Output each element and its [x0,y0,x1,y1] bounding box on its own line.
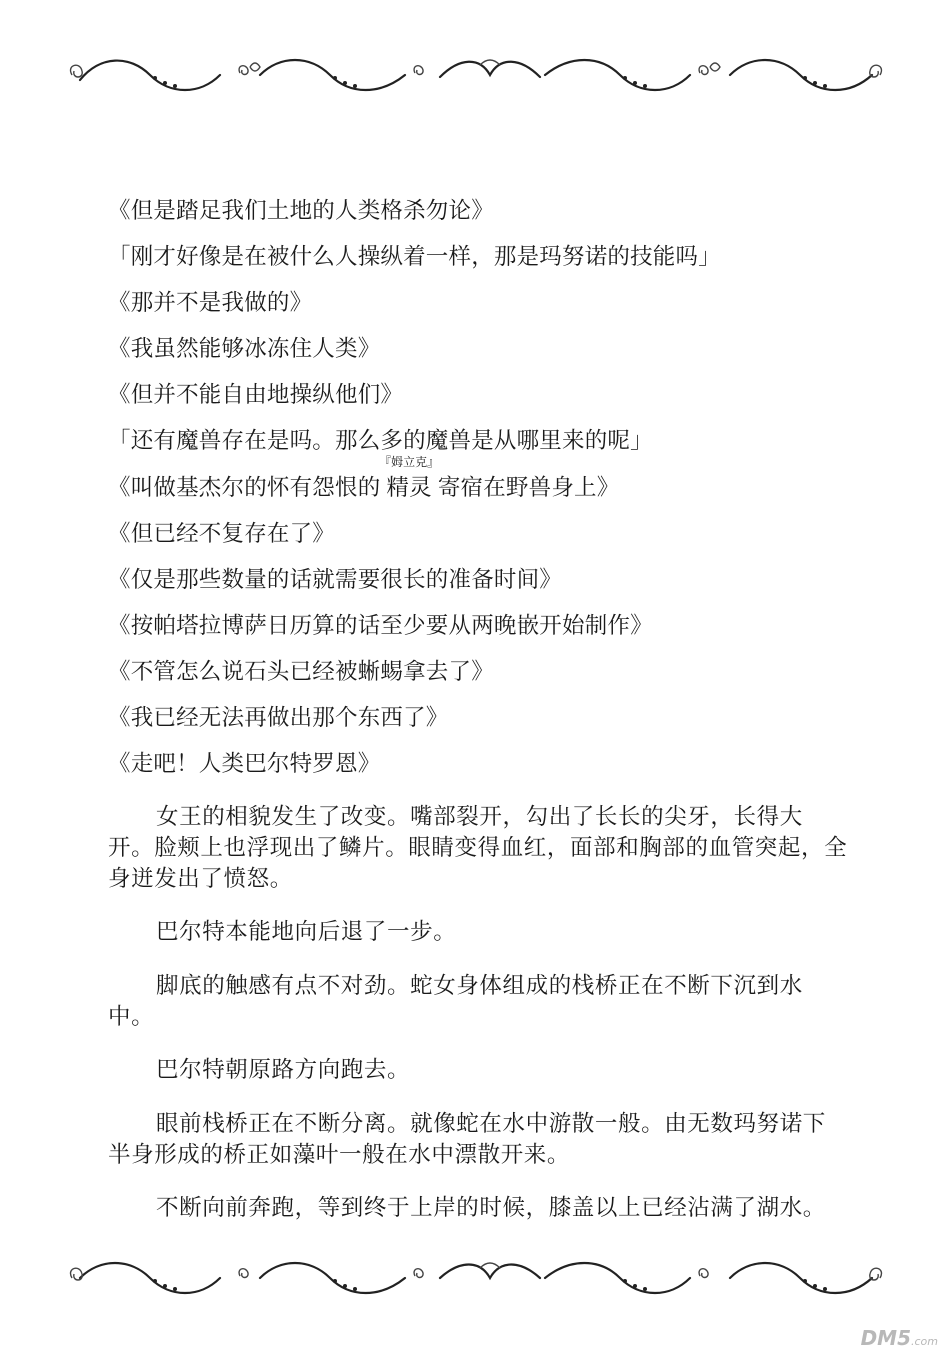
dialogue-line: 《我已经无法再做出那个东西了》 [108,705,449,732]
watermark-text [861,1326,938,1350]
top-ornament-border [60,45,892,105]
watermark-suffix: .com [911,1335,938,1348]
dialogue-line: 《不管怎么说石头已经被蜥蜴拿去了》 [108,658,494,685]
narrative-paragraph: 巴尔特朝原路方向跑去。 [156,1057,411,1084]
ruby-group [379,454,440,503]
site-watermark-logo [842,1326,938,1350]
dialogue-line: 「还有魔兽存在是吗。那么多的魔兽是从哪里来的呢」 [108,428,653,455]
dialogue-line: 「刚才好像是在被什么人操纵着一样，那是玛努诺的技能吗」 [108,244,721,271]
narrative-paragraph: 不断向前奔跑，等到终于上岸的时候，膝盖以上已经沾满了湖水。 [156,1195,826,1222]
dialogue-line: 《我虽然能够冰冻住人类》 [108,336,381,363]
watermark-main: DM5 [860,1326,911,1350]
ruby-base: 精灵 [386,474,432,501]
dialogue-line: 《但已经不复存在了》 [108,520,336,547]
dialogue-line: 《但是踏足我们土地的人类格杀勿论》 [108,198,494,224]
narrative-paragraph: 巴尔特本能地向后退了一步。 [156,919,457,946]
dialogue-line: 《走吧！人类巴尔特罗恩》 [108,751,381,778]
dialogue-line: 《仅是那些数量的话就需要很长的准备时间》 [108,566,563,593]
narrative-paragraph: 女王的相貌发生了改变。嘴部裂开，勾出了长长的尖牙，长得大开。脸颊上也浮现出了鳞片。眼睛变得血红，面部和胸部的血管突起，全身迸发出了愤怒。 [108,803,848,892]
ruby-annotation: 『姆立克』 [379,454,440,469]
ruby-line-before: 《叫做基杰尔的怀有怨恨的 [108,474,381,501]
bottom-ornament-border [60,1248,892,1308]
dialogue-line: 《那并不是我做的》 [108,290,313,317]
ruby-line-after: 寄宿在野兽身上》 [437,474,620,501]
dialogue-line-with-ruby [108,454,848,503]
dialogue-line: 《但并不能自由地操纵他们》 [108,382,404,409]
document-body [108,196,848,1240]
narrative-paragraph: 眼前栈桥正在不断分离。就像蛇在水中游散一般。由无数玛努诺下半身形成的桥正如藻叶一般在水中漂散开来。 [108,1110,826,1168]
narrative-paragraph: 脚底的触感有点不对劲。蛇女身体组成的栈桥正在不断下沉到水中。 [108,972,803,1030]
dialogue-line: 《按帕塔拉博萨日历算的话至少要从两晚嵌开始制作》 [108,612,653,639]
